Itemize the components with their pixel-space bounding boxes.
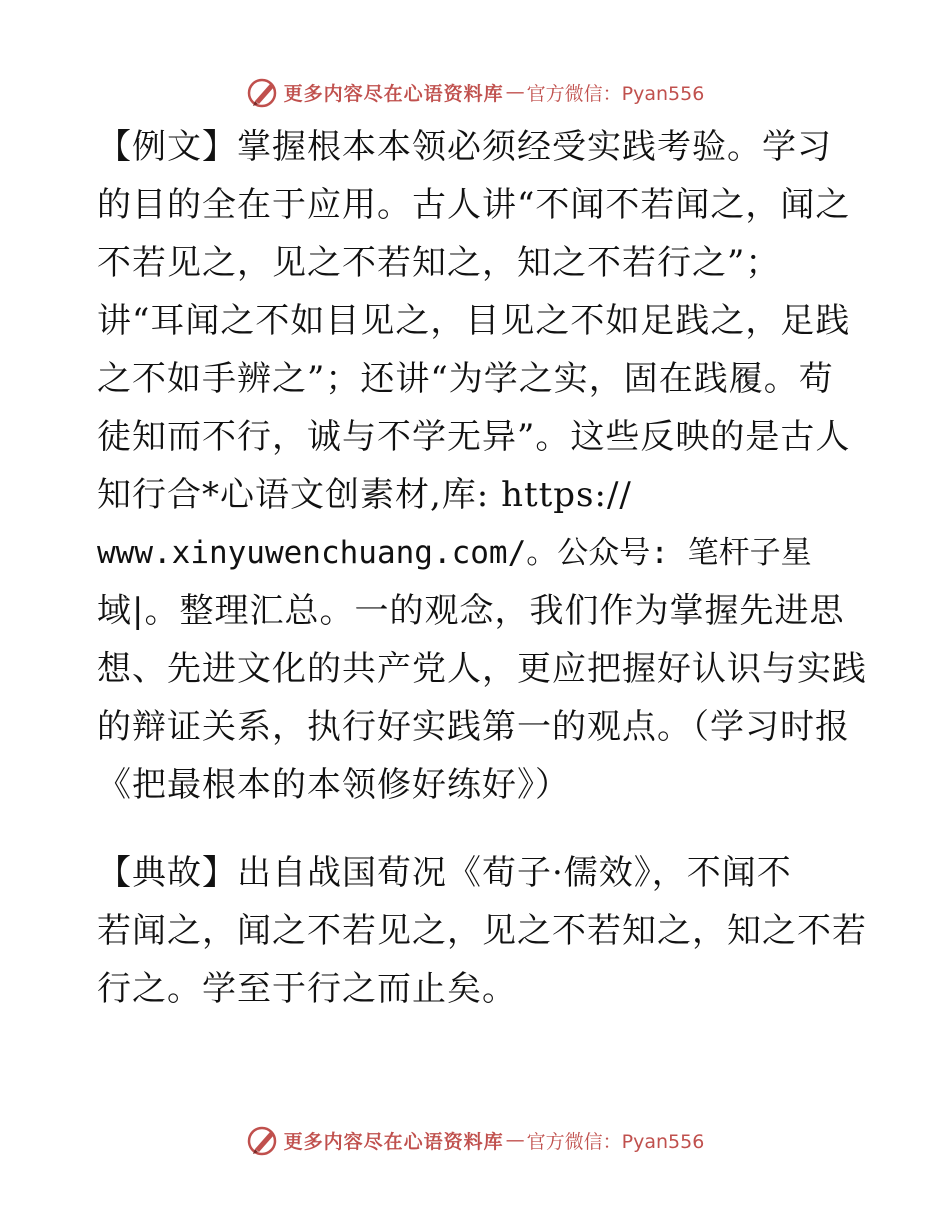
text-line: 若闻之，闻之不若见之，见之不若知之，知之不若 bbox=[97, 911, 867, 951]
banner-title: 更多内容尽在心语资料库 bbox=[283, 82, 504, 105]
banner-separator: — bbox=[505, 1129, 525, 1151]
banner-wechat: 官方微信：Pyan556 bbox=[526, 82, 705, 105]
example-paragraph bbox=[97, 118, 867, 814]
document-body bbox=[97, 118, 867, 1018]
text-line: 《把最根本的本领修好练好》） bbox=[97, 765, 570, 805]
text-line-url: www.xinyuwenchuang.com/。公众号: 笔杆子星 bbox=[97, 535, 812, 571]
banner-title: 更多内容尽在心语资料库 bbox=[283, 1130, 504, 1153]
text-line: 行之。学至于行之而止矣。 bbox=[97, 969, 517, 1009]
footer-banner bbox=[0, 1120, 950, 1160]
pen-logo-icon bbox=[246, 1123, 280, 1157]
text-line: 【例文】掌握根本本领必须经受实践考验。学习 bbox=[97, 127, 832, 167]
header-banner bbox=[0, 72, 950, 112]
text-line: 知行合*心语文创素材,库: https:// bbox=[97, 475, 632, 515]
paragraph-gap bbox=[97, 814, 857, 844]
banner-separator: — bbox=[505, 81, 525, 103]
text-line: 不若见之，见之不若知之，知之不若行之”； bbox=[97, 243, 781, 283]
text-line: 【典故】出自战国荀况《荀子·儒效》，不闻不 bbox=[97, 853, 792, 893]
text-line: 的目的全在于应用。古人讲“不闻不若闻之，闻之 bbox=[97, 185, 851, 225]
text-line: 的辩证关系，执行好实践第一的观点。（学习时报 bbox=[97, 707, 850, 747]
text-line: 徒知而不行，诚与不学无异”。这些反映的是古人 bbox=[97, 417, 851, 457]
text-line: 想、先进文化的共产党人，更应把握好认识与实践 bbox=[97, 649, 867, 689]
banner-wechat: 官方微信：Pyan556 bbox=[526, 1130, 705, 1153]
text-line: 域|。整理汇总。一的观念，我们作为掌握先进思 bbox=[97, 591, 845, 631]
text-line: 讲“耳闻之不如目见之，目见之不如足践之，足践 bbox=[97, 301, 851, 341]
allusion-paragraph bbox=[97, 844, 867, 1018]
pen-logo-icon bbox=[246, 75, 280, 109]
text-line: 之不如手辨之”；还讲“为学之实，固在践履。苟 bbox=[97, 359, 834, 399]
